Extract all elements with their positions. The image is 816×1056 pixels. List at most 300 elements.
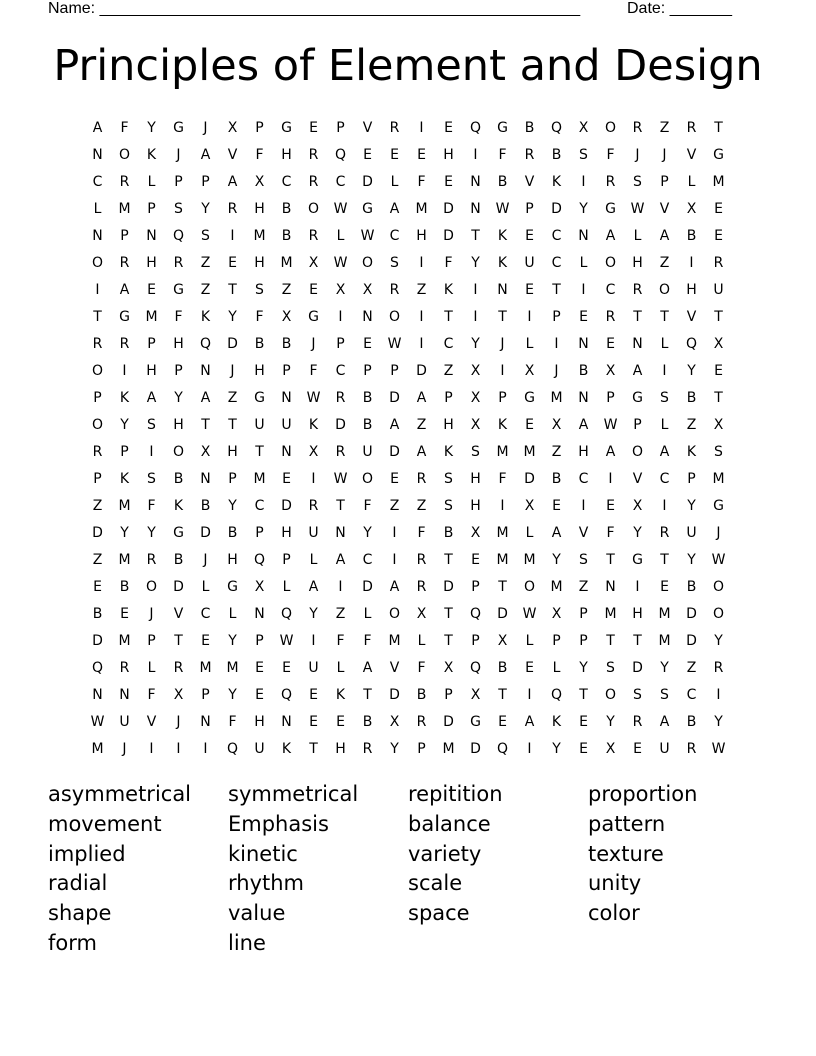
grid-letter: T [714,119,723,136]
grid-letter: I [311,470,316,487]
grid-letter: B [227,524,238,541]
grid-letter: P [660,173,669,190]
grid-letter: D [227,335,238,352]
grid-letter: B [686,389,697,406]
word-list-item: variety [408,841,482,866]
grid-letter: N [92,227,103,244]
grid-letter: E [390,470,399,487]
grid-letter: Z [200,254,211,271]
grid-letter: S [255,281,264,298]
grid-letter: M [658,605,671,622]
grid-letter: Q [334,146,347,163]
grid-letter: M [712,173,725,190]
grid-letter: K [173,497,184,514]
grid-letter: S [201,227,210,244]
grid-row [84,141,732,168]
grid-letter: D [281,497,292,514]
grid-letter: X [389,713,400,730]
grid-letter: N [578,335,589,352]
grid-letter: F [498,470,507,487]
grid-letter: E [309,119,318,136]
grid-letter: A [632,362,643,379]
grid-letter: P [147,335,156,352]
grid-letter: N [578,227,589,244]
grid-letter: P [93,389,102,406]
grid-letter: I [716,686,721,703]
grid-letter: P [174,173,183,190]
grid-letter: S [147,470,156,487]
grid-letter: I [635,578,640,595]
grid-letter: P [120,227,129,244]
grid-letter: G [632,551,643,568]
grid-letter: I [554,335,559,352]
grid-letter: Y [714,713,723,730]
grid-letter: R [362,740,373,757]
grid-letter: X [470,389,481,406]
grid-letter: E [390,146,399,163]
grid-letter: Q [280,605,293,622]
grid-letter: W [387,335,402,352]
grid-letter: W [495,200,510,217]
grid-letter: H [632,605,643,622]
grid-letter: G [632,389,643,406]
grid-letter: E [417,146,426,163]
grid-letter: D [389,443,400,460]
grid-letter: E [525,416,534,433]
grid-letter: I [500,362,505,379]
grid-letter: W [333,200,348,217]
grid-letter: J [176,713,181,730]
grid-letter: A [389,200,400,217]
grid-letter: D [632,659,643,676]
grid-letter: R [686,740,697,757]
grid-letter: R [308,146,319,163]
grid-letter: D [686,632,697,649]
grid-letter: E [120,605,129,622]
grid-row [84,168,732,195]
grid-letter: N [470,173,481,190]
grid-letter: E [525,281,534,298]
grid-letter: O [118,146,131,163]
grid-letter: D [92,632,103,649]
grid-letter: V [632,470,643,487]
grid-letter: E [633,740,642,757]
grid-letter: N [146,227,157,244]
grid-letter: A [659,713,670,730]
grid-letter: L [282,578,291,595]
grid-letter: Y [579,659,588,676]
grid-letter: R [605,308,616,325]
grid-letter: O [307,200,320,217]
grid-letter: E [228,254,237,271]
grid-letter: Y [606,713,615,730]
grid-letter: K [551,713,562,730]
grid-letter: T [579,686,588,703]
grid-letter: I [527,740,532,757]
grid-letter: M [496,443,509,460]
grid-letter: C [362,551,373,568]
grid-letter: X [173,686,184,703]
word-list-item: value [228,901,286,926]
grid-letter: N [578,389,589,406]
grid-letter: I [608,470,613,487]
grid-letter: S [444,497,453,514]
grid-letter: X [578,119,589,136]
grid-letter: Z [227,389,238,406]
grid-letter: H [281,524,292,541]
grid-letter: U [713,281,724,298]
grid-letter: X [200,443,211,460]
grid-letter: Q [469,119,482,136]
grid-letter: I [392,551,397,568]
grid-letter: L [336,227,345,244]
grid-letter: H [173,416,184,433]
grid-letter: A [605,227,616,244]
grid-letter: H [578,443,589,460]
grid-row [84,303,732,330]
grid-letter: Y [660,659,669,676]
grid-letter: B [92,605,103,622]
grid-letter: X [470,686,481,703]
grid-letter: R [632,281,643,298]
grid-letter: L [336,659,345,676]
grid-row [84,546,732,573]
grid-letter: C [335,362,346,379]
grid-letter: K [281,740,292,757]
grid-letter: D [173,578,184,595]
grid-letter: R [146,551,157,568]
grid-letter: F [336,632,345,649]
grid-letter: H [281,146,292,163]
grid-letter: Z [551,443,562,460]
grid-letter: O [145,578,158,595]
grid-row [84,222,732,249]
grid-letter: B [281,335,292,352]
grid-letter: J [500,335,505,352]
grid-letter: C [200,605,211,622]
word-list-item: Emphasis [228,811,329,836]
grid-letter: X [497,632,508,649]
grid-letter: L [363,605,372,622]
grid-letter: M [118,497,131,514]
grid-letter: A [659,227,670,244]
grid-letter: A [389,416,400,433]
grid-row [84,735,732,762]
grid-letter: F [444,254,453,271]
grid-letter: Z [92,497,103,514]
grid-letter: L [660,416,669,433]
grid-letter: X [308,443,319,460]
grid-letter: W [603,416,618,433]
grid-letter: F [606,524,615,541]
grid-letter: H [227,443,238,460]
grid-letter: I [581,497,586,514]
grid-letter: J [149,605,154,622]
grid-letter: A [551,524,562,541]
word-list-item: implied [48,841,126,866]
name-field-label: Name: ______________________________________________________ [48,0,581,17]
grid-letter: I [473,146,478,163]
grid-letter: A [308,578,319,595]
grid-letter: T [444,551,453,568]
grid-letter: R [173,659,184,676]
grid-letter: W [306,389,321,406]
grid-letter: H [416,227,427,244]
grid-letter: S [633,173,642,190]
grid-letter: S [606,659,615,676]
grid-letter: B [362,416,373,433]
grid-letter: G [713,146,724,163]
grid-letter: A [389,578,400,595]
grid-letter: Y [363,524,372,541]
grid-letter: L [687,173,696,190]
grid-letter: P [282,362,291,379]
grid-letter: S [471,443,480,460]
grid-letter: X [551,416,562,433]
grid-letter: B [497,659,508,676]
grid-letter: S [714,443,723,460]
grid-letter: G [605,200,616,217]
grid-letter: I [149,443,154,460]
grid-letter: W [333,470,348,487]
word-list-item: pattern [588,811,666,836]
grid-letter: T [633,308,642,325]
grid-letter: C [389,227,400,244]
grid-letter: P [201,686,210,703]
grid-letter: K [119,470,130,487]
grid-letter: X [713,335,724,352]
word-list-item: kinetic [228,841,298,866]
grid-letter: I [203,740,208,757]
grid-letter: L [309,551,318,568]
grid-letter: C [578,470,589,487]
grid-letter: M [496,524,509,541]
grid-letter: S [579,551,588,568]
grid-letter: X [362,281,373,298]
grid-letter: N [92,686,103,703]
grid-letter: H [146,362,157,379]
grid-row [84,438,732,465]
grid-row [84,195,732,222]
grid-letter: P [336,335,345,352]
grid-letter: B [119,578,130,595]
grid-letter: M [280,254,293,271]
grid-letter: Y [147,119,156,136]
grid-letter: H [254,713,265,730]
grid-letter: T [228,416,237,433]
grid-letter: K [497,416,508,433]
grid-letter: R [119,659,130,676]
grid-letter: Y [579,200,588,217]
grid-letter: P [606,389,615,406]
grid-letter: Z [389,497,400,514]
grid-letter: O [91,416,104,433]
grid-letter: L [93,200,102,217]
grid-letter: E [282,659,291,676]
grid-letter: M [388,632,401,649]
grid-letter: I [662,497,667,514]
grid-letter: K [497,254,508,271]
grid-letter: E [660,578,669,595]
grid-letter: P [471,578,480,595]
grid-letter: K [497,227,508,244]
grid-letter: W [522,605,537,622]
grid-letter: P [498,389,507,406]
grid-letter: I [122,362,127,379]
grid-letter: T [498,686,507,703]
grid-letter: N [605,578,616,595]
grid-letter: P [147,632,156,649]
grid-letter: F [309,362,318,379]
grid-letter: T [633,632,642,649]
grid-letter: S [147,416,156,433]
grid-letter: L [525,335,534,352]
word-list-item: shape [48,901,112,926]
grid-letter: X [686,200,697,217]
grid-letter: J [230,362,235,379]
grid-letter: B [173,551,184,568]
grid-letter: V [686,308,697,325]
grid-letter: Q [469,605,482,622]
grid-letter: T [606,632,615,649]
grid-letter: Y [687,551,696,568]
grid-letter: E [255,686,264,703]
grid-letter: P [579,605,588,622]
grid-letter: P [228,470,237,487]
grid-letter: V [389,659,400,676]
grid-letter: P [336,119,345,136]
grid-letter: G [470,713,481,730]
grid-letter: U [308,659,319,676]
grid-letter: E [579,740,588,757]
grid-letter: Y [687,362,696,379]
grid-row [84,357,732,384]
grid-letter: T [498,578,507,595]
grid-row [84,600,732,627]
grid-letter: A [416,443,427,460]
grid-letter: Z [416,281,427,298]
grid-letter: T [498,308,507,325]
grid-letter: M [118,632,131,649]
grid-letter: B [686,713,697,730]
grid-row [84,492,732,519]
grid-letter: M [523,443,536,460]
grid-letter: D [686,605,697,622]
grid-letter: M [442,740,455,757]
grid-letter: H [443,146,454,163]
grid-letter: Q [199,335,212,352]
grid-letter: G [308,308,319,325]
grid-letter: D [335,416,346,433]
grid-letter: W [711,740,726,757]
grid-letter: D [524,470,535,487]
grid-letter: D [443,200,454,217]
grid-letter: P [120,443,129,460]
grid-letter: N [200,470,211,487]
grid-letter: X [524,497,535,514]
grid-letter: E [309,281,318,298]
grid-letter: M [550,389,563,406]
grid-letter: P [93,470,102,487]
grid-row [84,573,732,600]
grid-letter: I [338,308,343,325]
grid-letter: Y [228,308,237,325]
grid-letter: S [390,254,399,271]
grid-letter: M [496,551,509,568]
grid-letter: U [686,524,697,541]
grid-letter: M [226,659,239,676]
grid-letter: I [662,362,667,379]
grid-letter: E [336,713,345,730]
grid-letter: C [92,173,103,190]
grid-letter: C [335,173,346,190]
grid-letter: B [281,227,292,244]
grid-letter: Z [200,281,211,298]
grid-row [84,330,732,357]
grid-letter: P [552,308,561,325]
grid-letter: V [686,146,697,163]
grid-letter: G [173,281,184,298]
grid-letter: R [335,443,346,460]
grid-letter: I [500,497,505,514]
grid-letter: U [254,740,265,757]
grid-letter: R [173,254,184,271]
grid-letter: O [388,308,401,325]
grid-letter: F [498,146,507,163]
grid-letter: D [362,578,373,595]
grid-letter: I [230,227,235,244]
grid-letter: O [712,578,725,595]
grid-letter: N [281,443,292,460]
grid-letter: K [335,686,346,703]
grid-letter: V [659,200,670,217]
grid-letter: X [470,416,481,433]
grid-letter: R [92,443,103,460]
grid-letter: T [714,389,723,406]
grid-letter: M [199,659,212,676]
grid-letter: X [443,659,454,676]
word-list-item: color [588,901,640,926]
grid-letter: H [470,497,481,514]
grid-letter: E [525,227,534,244]
grid-letter: Y [552,551,561,568]
grid-letter: G [281,119,292,136]
grid-letter: F [174,308,183,325]
grid-letter: W [711,551,726,568]
grid-letter: F [417,173,426,190]
grid-letter: X [470,524,481,541]
grid-letter: K [551,173,562,190]
grid-letter: U [254,416,265,433]
grid-letter: K [443,443,454,460]
grid-letter: T [444,308,453,325]
word-list-item: symmetrical [228,782,359,806]
grid-letter: S [174,200,183,217]
grid-letter: G [227,578,238,595]
grid-letter: L [390,173,399,190]
grid-letter: B [281,200,292,217]
grid-letter: S [660,389,669,406]
grid-letter: N [362,308,373,325]
grid-letter: K [686,443,697,460]
grid-letter: I [176,740,181,757]
grid-letter: T [174,632,183,649]
grid-letter: Q [280,686,293,703]
grid-letter: K [443,281,454,298]
grid-letter: Z [578,578,589,595]
grid-letter: A [200,146,211,163]
grid-letter: H [146,254,157,271]
